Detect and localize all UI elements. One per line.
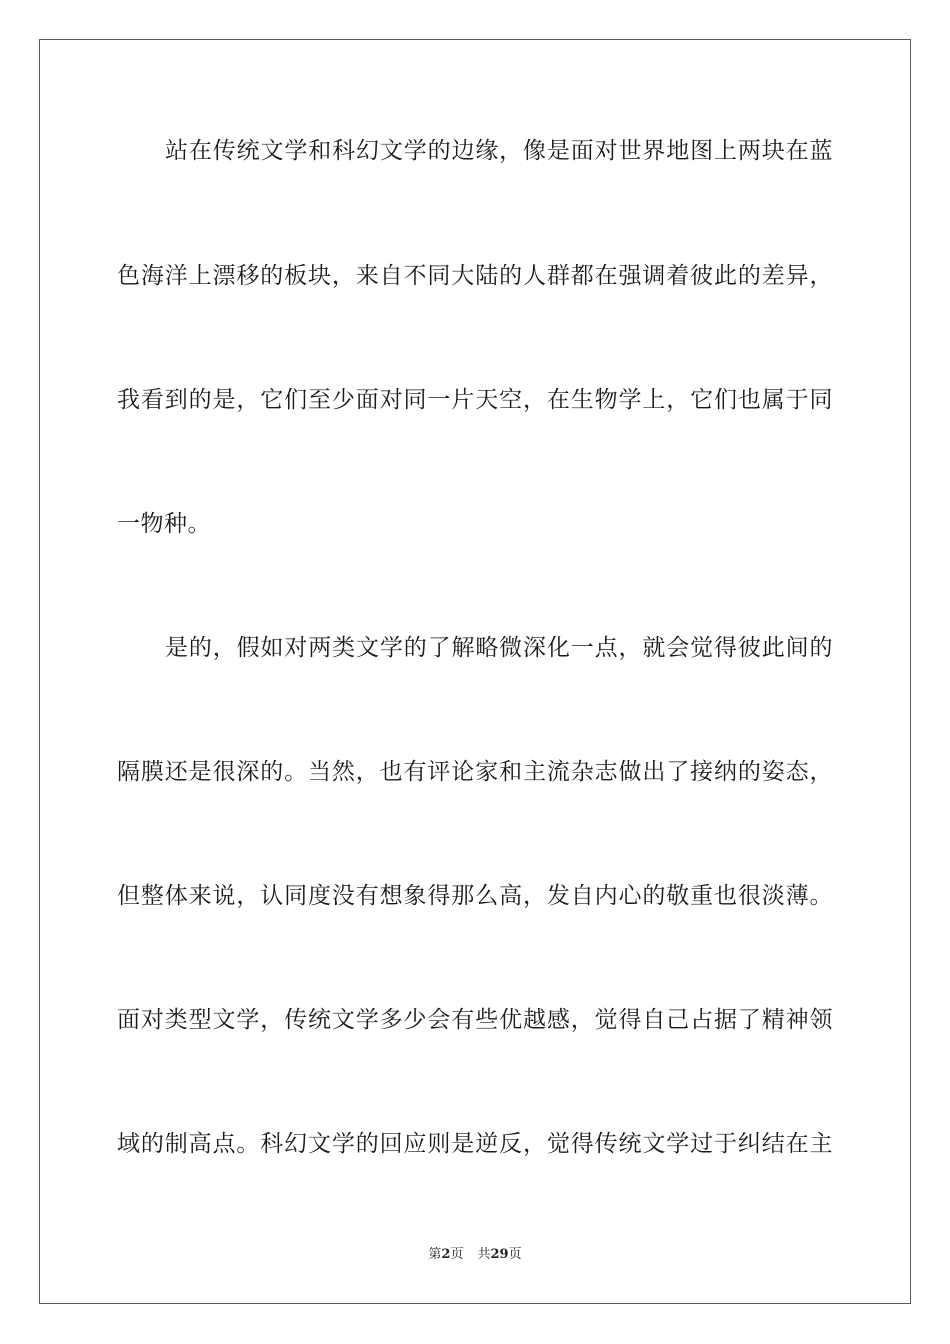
paragraph-2-line-2: 隔膜还是很深的。当然，也有评论家和主流杂志做出了接纳的姿态， [117, 759, 833, 785]
paragraph-1-line-1: 站在传统文学和科幻文学的边缘，像是面对世界地图上两块在蓝 [165, 138, 833, 164]
paragraph-1-line-4: 一物种。 [117, 511, 211, 537]
page-number-label [428, 1247, 463, 1262]
total-pages-label [477, 1247, 521, 1262]
total-prefix: 共 [477, 1247, 491, 1262]
total-pages: 29 [490, 1247, 509, 1262]
page-footer [0, 1246, 950, 1264]
paragraph-2-line-4: 面对类型文学，传统文学多少会有些优越感，觉得自己占据了精神领 [117, 1007, 833, 1033]
paragraph-2-line-1: 是的，假如对两类文学的了解略微深化一点，就会觉得彼此间的 [165, 635, 833, 661]
page-prefix: 第 [428, 1247, 442, 1262]
total-suffix: 页 [508, 1247, 522, 1262]
page-border [39, 39, 911, 1304]
page-number: 2 [441, 1247, 451, 1262]
paragraph-1-line-2: 色海洋上漂移的板块，来自不同大陆的人群都在强调着彼此的差异， [117, 263, 833, 289]
paragraph-1-line-3: 我看到的是，它们至少面对同一片天空，在生物学上，它们也属于同 [117, 387, 833, 413]
page-suffix: 页 [450, 1247, 464, 1262]
paragraph-2-line-3: 但整体来说，认同度没有想象得那么高，发自内心的敬重也很淡薄。 [117, 883, 833, 909]
paragraph-2-line-5: 域的制高点。科幻文学的回应则是逆反，觉得传统文学过于纠结在主 [117, 1131, 833, 1157]
